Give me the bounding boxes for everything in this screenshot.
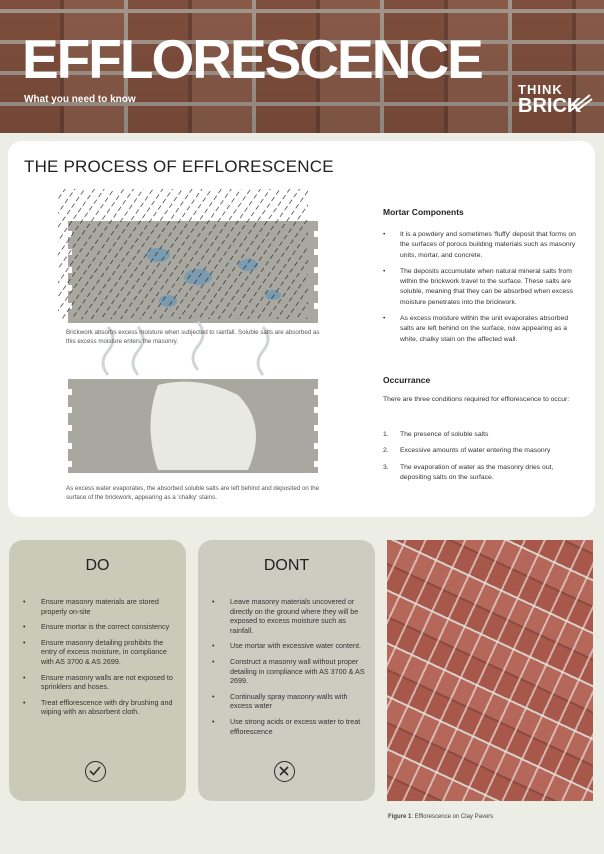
diagram-caption-2: As excess water evaporates, the absorbed soluble salts are left behind and deposited on the surface of the brickwork, appearing as a 'chalky' stains. — [66, 485, 320, 501]
list-item: • The deposits accumulate when natural mineral salts from within the brickwork travel to the surface. These salts are soluble, meaning that they can be absorbed when excess moisture penetrates into the brickwork. — [383, 267, 574, 306]
logo-swoosh-icon — [568, 93, 594, 113]
list-item: • As excess moisture within the unit evaporates absorbed salts are left behind on the surface, now appearing as a white, chalky stain on the affected wall. — [383, 315, 569, 343]
cross-icon — [274, 761, 295, 782]
list-item: • Continually spray masonry walls with excess water — [212, 691, 348, 711]
mortar-heading: Mortar Components — [383, 207, 464, 217]
list-item: 1. The presence of soluble salts — [383, 431, 489, 438]
list-item: • Ensure masonry walls are not exposed to sprinklers and hoses. — [23, 672, 173, 692]
list-item: • Ensure mortar is the correct consistency — [23, 622, 170, 632]
logo-line2: BRICK — [518, 95, 582, 117]
do-list — [23, 597, 181, 723]
list-item: • Ensure masonry detailing prohibits the entry of excess moisture, in compliance with AS 3700 & AS 2699. — [23, 637, 167, 666]
occurance-heading: Occurrance — [383, 375, 431, 385]
page-subtitle: What you need to know — [24, 94, 136, 105]
list-item: • Use mortar with excessive water content. — [212, 641, 362, 651]
do-panel — [9, 540, 186, 801]
list-item: • Treat efflorescence with dry brushing and wiping with an absorbent cloth. — [23, 697, 173, 717]
dont-title: DONT — [263, 557, 310, 574]
process-title: THE PROCESS OF EFFLORESCENCE — [24, 157, 334, 176]
think-brick-logo — [518, 83, 581, 116]
list-item: • It is a powdery and sometimes 'fluffy' deposit that forms on the surfaces of porous building materials such as masonry units, mortar, and concrete. — [383, 231, 576, 259]
occurance-intro: There are three conditions required for efflorescence to occur: — [383, 396, 570, 403]
page-title: EFFLORESCENCE — [22, 28, 482, 90]
process-card — [8, 141, 595, 517]
photo-caption: Figure 1: Efflorescence on Clay Pavers — [388, 814, 494, 820]
dont-list — [212, 597, 370, 742]
mortar-list — [383, 230, 583, 351]
do-title: DO — [85, 557, 110, 574]
list-item: • Leave masonry materials uncovered or directly on the ground where they will be exposed to excess moisture such as rainfall. — [212, 597, 359, 635]
list-item: • Use strong acids or excess water to treat efflorescence — [212, 716, 361, 736]
efflorescence-pavers-photo — [387, 540, 593, 801]
diagram-caption-1: Brickwork absorbs excess moisture when subjected to rainfall. Soluble salts are absorbed as this excess moisture enters the masonry. — [66, 329, 320, 345]
list-item: 3. The evaporation of water as the masonry dries out, depositing salts on the surface. — [383, 463, 554, 481]
occurance-list — [383, 430, 583, 489]
list-item: 2. Excessive amounts of water entering the masonry — [383, 447, 551, 455]
dont-panel — [198, 540, 375, 801]
list-item: • Ensure masonry materials are stored properly on-site — [23, 597, 159, 616]
header-banner — [0, 0, 604, 133]
logo-line1: THINK — [518, 82, 563, 97]
wet-wall-illustration — [58, 189, 324, 323]
check-icon — [85, 761, 106, 782]
list-item: • Construct a masonry wall without proper detailing in compliance with AS 3700 & AS 2699. — [212, 656, 365, 686]
